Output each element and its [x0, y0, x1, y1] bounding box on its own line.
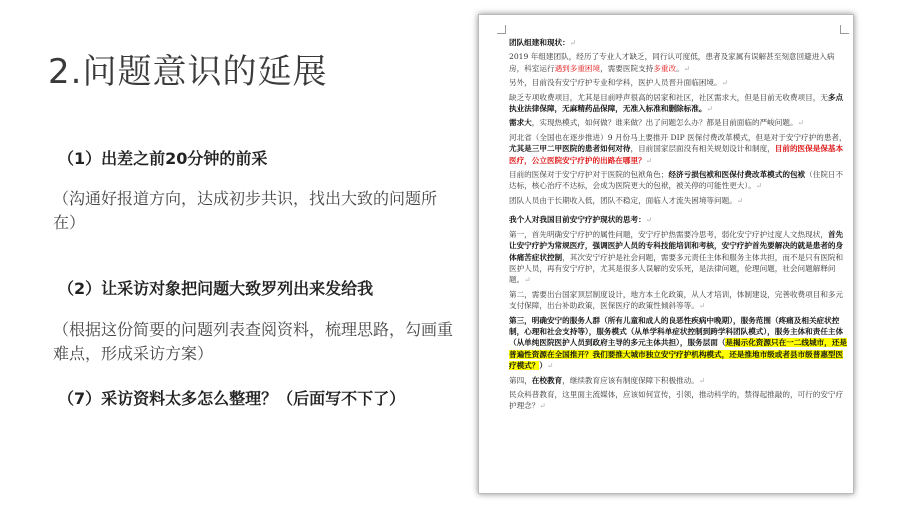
document-text-run: 第一，首先明确安宁疗护的属性问题，安宁疗护热需要冷思考，弱化安宁疗护过度人文热现状， — [509, 229, 828, 239]
document-text-run: ↵ — [539, 401, 546, 411]
document-text-run: 第四， — [509, 375, 532, 385]
document-text-run: 经济亏损包袱和医保付费改革模式的包袱 — [668, 170, 806, 180]
document-paragraph — [509, 229, 847, 286]
document-text-run: ↵ — [755, 181, 763, 191]
document-text-run: 在校教育 — [531, 375, 563, 385]
document-text-run: 第二，需要出台国家顶层制度设计，地方本土化政策，从人才培训，体制建设，完善收费项目和多元支付保障，出台补助政策，医保医疗的政策性倾斜等等。 — [509, 289, 844, 311]
document-text-run: 缺乏专项收费项目，尤其是目前呼声很高的居家和社区，社区需求大，但是目前无收费项目，无 — [509, 92, 828, 102]
document-text-run: ↵ — [721, 78, 728, 88]
document-text-run: ，实现热模式，如何做？谁来做？出了问题怎么办？都是目前面临的严峻问题。 — [531, 118, 798, 128]
document-text-run: ） — [539, 361, 547, 371]
document-text-run: 需求大 — [509, 118, 532, 128]
document-text-run: （住院日不达标，核心治疗不达标，会成为医院更大的包袱，被关停的可能性更大）。 — [509, 170, 844, 191]
document-text-run: ↵ — [698, 301, 706, 311]
document-paragraph — [509, 37, 847, 48]
document-paragraph — [509, 92, 847, 115]
document-text-run: ，目前国家层面没有相关规划设计和制度， — [630, 144, 775, 154]
document-text-run: ，继续教育应该有制度保障下积极推动。 — [562, 375, 699, 385]
document-screenshot — [478, 14, 854, 494]
document-text-run: 河北省（全国也在逐步推进）9 月份马上要推开 DIP 医保付费改革模式，但是对于安宁疗护的患者， — [509, 132, 847, 142]
document-paragraph — [509, 289, 847, 312]
document-text-run: 目前的医保是保基本医疗，公立医院安宁疗护的出路在哪里？ — [509, 144, 844, 165]
point-1-heading: （1）出差之前20分钟的前采 — [58, 149, 268, 168]
document-paragraph — [509, 315, 847, 372]
document-text-run: 第三，明确安宁的服务人群（所有儿童和成人的良恶性疾病中晚期），服务范围（疼痛及相关症状控制，心理和社会支持等），服务模式（从单学科单症状控制到跨学科团队模式），服务主体和责任主体（从单纯医院医护人员到政府主导的多元主体共担），服务层面（ — [509, 315, 844, 348]
document-paragraph — [509, 77, 847, 88]
document-paragraph — [509, 214, 847, 225]
document-text-run: 团队人员由于长期收入低，团队不稳定，面临人才流失困境等问题。 — [509, 195, 737, 205]
slide-title: 2.问题意识的延展 — [48, 52, 328, 92]
point-2-body: （根据这份简要的问题列表查阅资料，梳理思路，勾画重难点，形成采访方案） — [53, 320, 454, 363]
document-text-run: ↵ — [546, 361, 554, 371]
point-2-heading: （2）让采访对象把问题大致罗列出来发给我 — [58, 279, 374, 298]
document-body — [509, 37, 847, 415]
document-text-run: ，其次安宁疗护是社会问题，需要多元责任主体和服务主体共担，而不是只有医院和医护人员，再有安宁疗护，尤其是很多人误解的安乐死，是法律问题，伦理问题，社会问题解释问题。 — [509, 252, 844, 285]
document-text-run: 目前的医保对于安宁疗护对于医院的包袱角色； — [509, 170, 669, 180]
document-text-run: 首先让安宁疗护为常规医疗，强调医护人员的专科技能培训和考核，安宁疗护首先要解决的就是患者的身体痛苦症状控制 — [509, 229, 844, 262]
document-paragraph — [509, 117, 847, 128]
document-text-run: 。 — [676, 63, 684, 73]
document-text-run: 多重改 — [653, 63, 677, 73]
document-text-run: 尤其是三甲二甲医院的患者如何对待 — [509, 144, 631, 154]
point-1-body: （沟通好报道方向，达成初步共识，找出大致的问题所在） — [53, 189, 438, 232]
document-text-run: ↵ — [645, 155, 653, 165]
crop-mark — [840, 25, 849, 34]
document-text-run: ↵ — [683, 63, 691, 73]
document-text-run: 是揭示化资源只在一二线城市，还是普遍性资源在全国推开？我们要推大城市独立安宁疗护机构模式，还是推地市级或者县市级普惠型医疗模式？ — [509, 338, 847, 371]
document-text-run: ↵ — [524, 275, 531, 285]
document-text-run: 2019 年组建团队，经历了专业人才缺乏，同行认可度低，患者及家属有误解甚至刻意回避进入病房，科室运行 — [509, 52, 835, 73]
document-text-run: ↵ — [645, 215, 653, 225]
document-text-run: 我个人对我国目前安宁疗护现状的思考： — [509, 215, 646, 225]
document-text-run: 另外，目前没有安宁疗护专业和学科，医护人员晋升面临困境。 — [509, 78, 722, 88]
document-text-run: ↵ — [736, 195, 744, 205]
point-7-heading: （7）采访资料太多怎么整理？（后面写不下了） — [58, 389, 406, 408]
document-paragraph — [509, 51, 847, 74]
document-text-run: 民众科普教育，这里面主流媒体，应该如何宣传，引领，推动科学的，禁得起推敲的，可行的安宁疗护理念？ — [509, 389, 844, 411]
document-text-run: ↵ — [698, 375, 706, 385]
document-text-run: ，需要医院支持 — [600, 63, 654, 73]
document-text-run: ↵ — [706, 104, 713, 114]
document-paragraph — [509, 195, 847, 206]
document-paragraph — [509, 389, 847, 412]
document-text-run: 遇到多重困境 — [554, 63, 601, 73]
document-text-run: ↵ — [797, 118, 804, 128]
document-text-run: 多点执业法律保障，无麻精药品保障，无准入标准和删除标准。 — [509, 92, 844, 114]
document-text-run: 团队组建和现状： — [509, 38, 570, 47]
document-text-run: ↵ — [569, 38, 577, 47]
document-paragraph — [509, 132, 847, 166]
crop-mark — [497, 25, 506, 34]
document-paragraph — [509, 169, 847, 192]
document-paragraph — [509, 375, 847, 386]
